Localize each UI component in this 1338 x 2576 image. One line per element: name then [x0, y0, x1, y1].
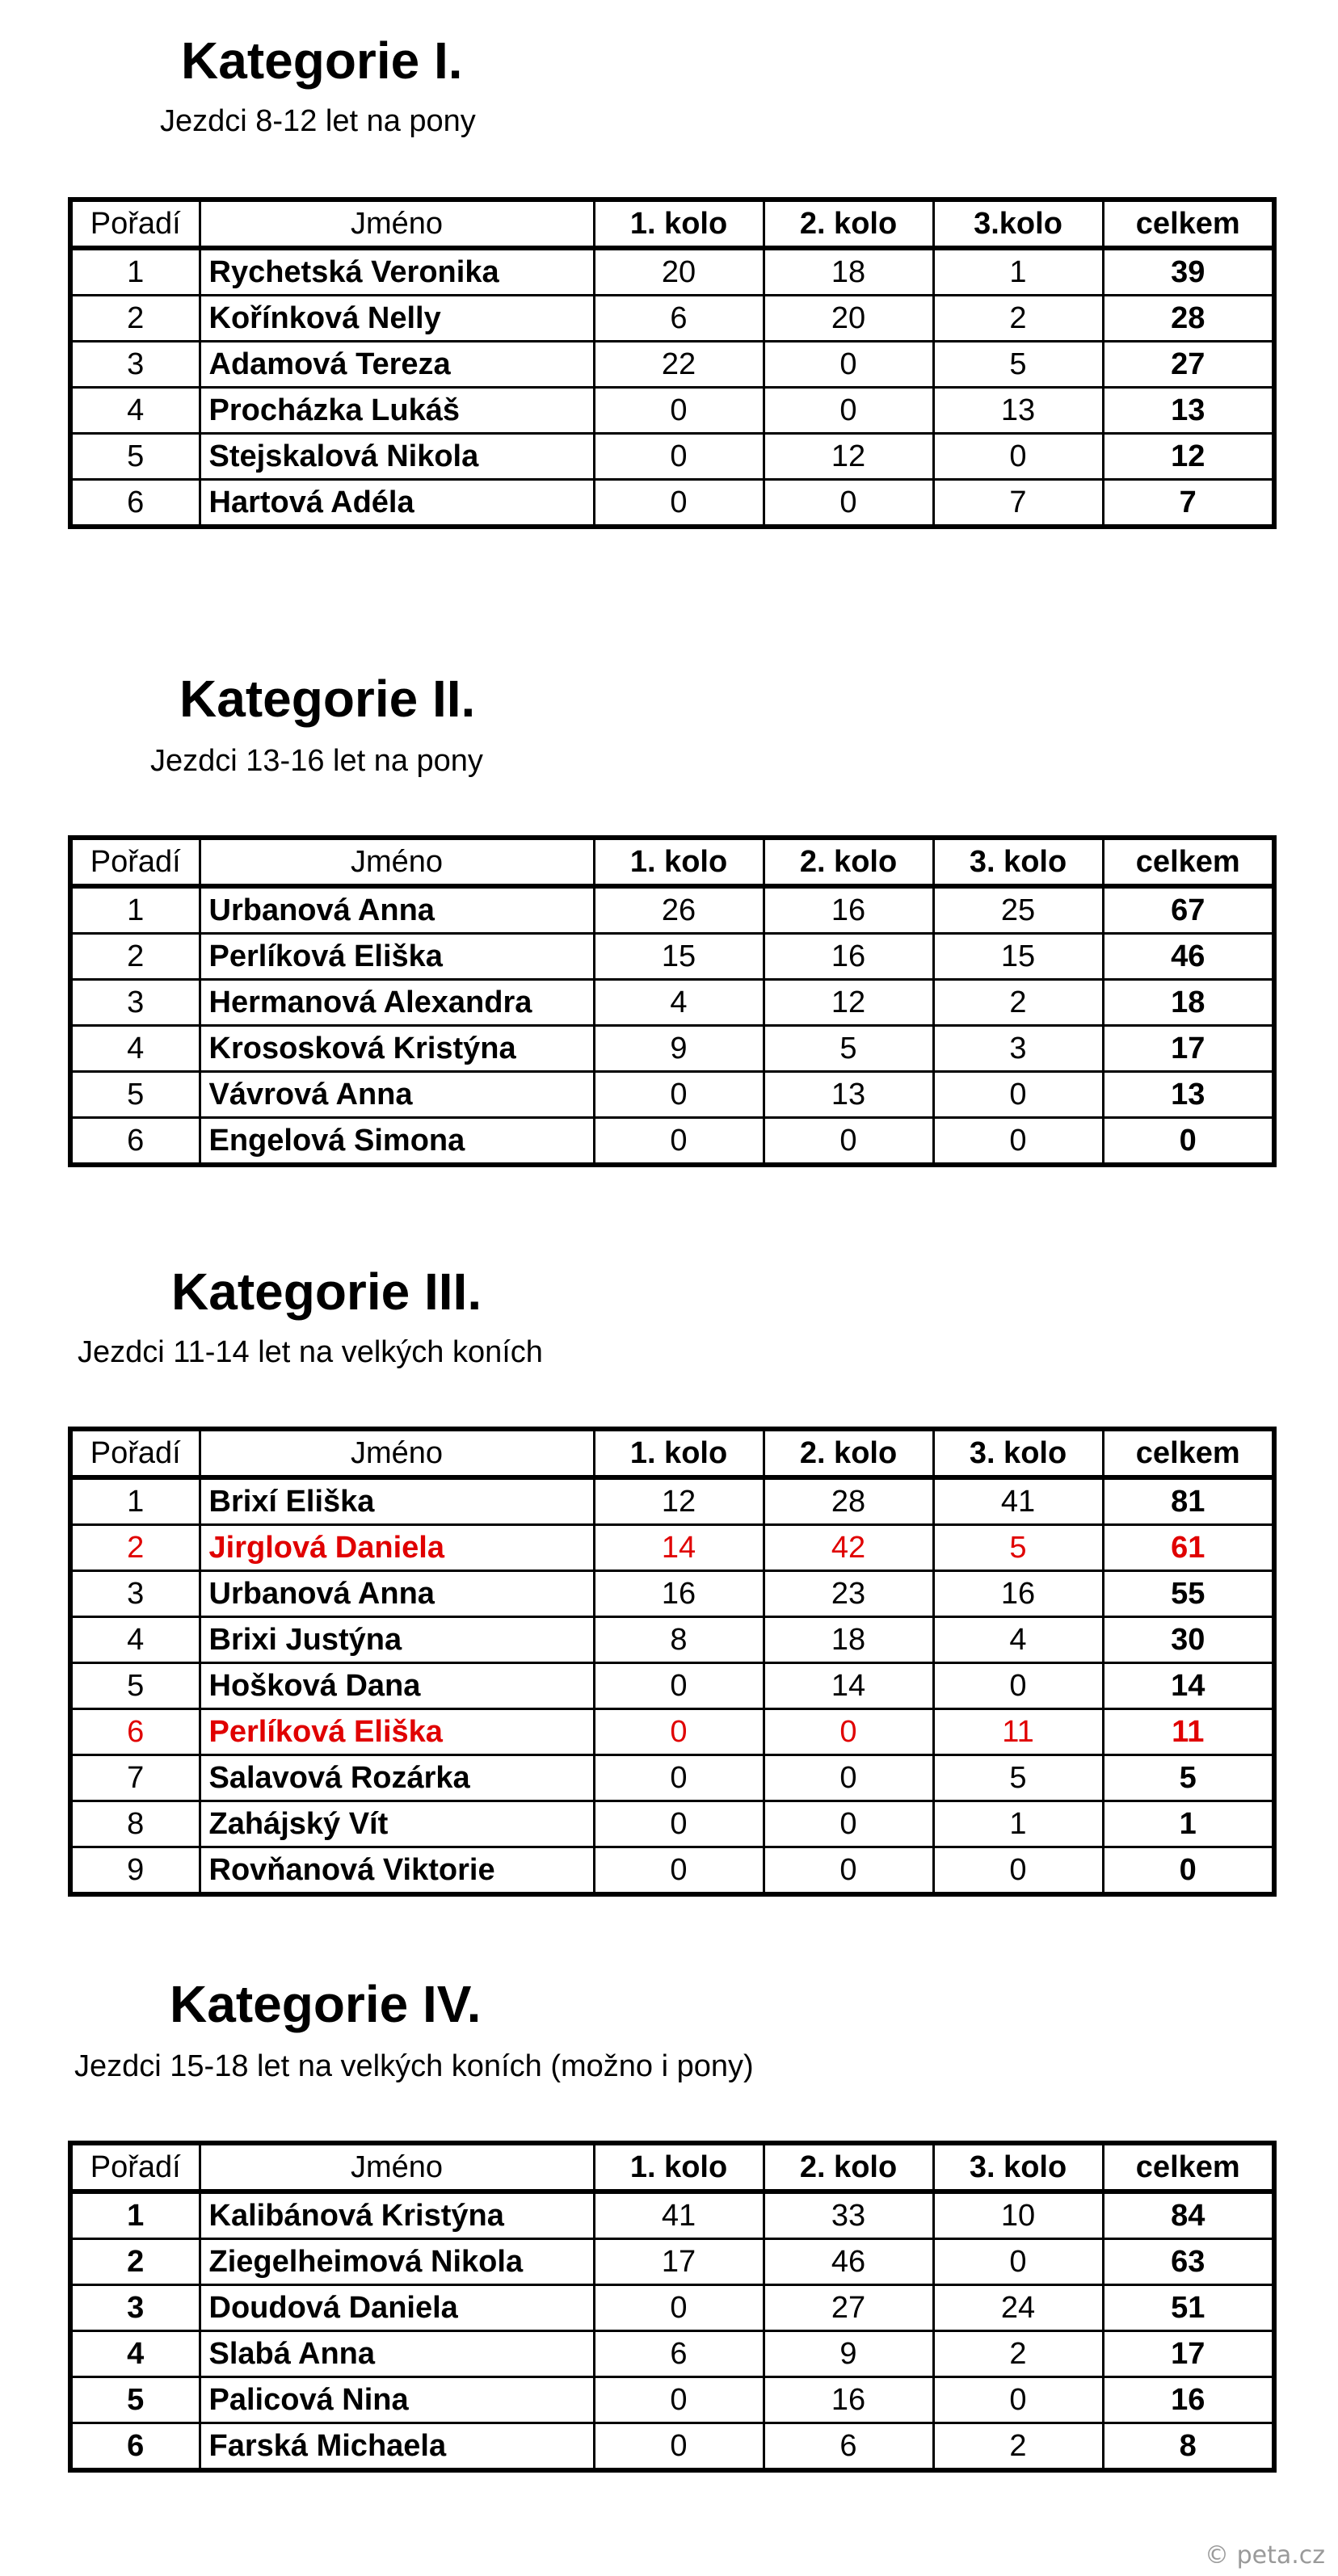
round-3-cell: 4 [933, 1617, 1103, 1663]
total-cell: 84 [1103, 2191, 1274, 2239]
round-3-cell: 2 [933, 2331, 1103, 2377]
rank-cell: 3 [70, 980, 200, 1026]
round-3-cell: 41 [933, 1477, 1103, 1525]
round-2-cell: 16 [764, 934, 933, 980]
rank-cell: 1 [70, 886, 200, 934]
header-name: Jméno [200, 1429, 594, 1477]
name-cell: Krososková Kristýna [200, 1026, 594, 1072]
rank-cell: 6 [70, 1709, 200, 1755]
round-3-cell: 5 [933, 1755, 1103, 1801]
round-2-cell: 0 [764, 388, 933, 434]
round-3-cell: 0 [933, 434, 1103, 480]
round-1-cell: 0 [594, 2423, 764, 2471]
round-2-cell: 0 [764, 1118, 933, 1166]
round-1-cell: 0 [594, 1072, 764, 1118]
rank-cell: 2 [70, 1525, 200, 1571]
round-3-cell: 0 [933, 1663, 1103, 1709]
name-cell: Kalibánová Kristýna [200, 2191, 594, 2239]
round-2-cell: 16 [764, 2377, 933, 2423]
round-1-cell: 26 [594, 886, 764, 934]
header-name: Jméno [200, 200, 594, 248]
total-cell: 7 [1103, 480, 1274, 527]
name-cell: Brixi Justýna [200, 1617, 594, 1663]
name-cell: Hermanová Alexandra [200, 980, 594, 1026]
total-cell: 28 [1103, 296, 1274, 342]
name-cell: Slabá Anna [200, 2331, 594, 2377]
round-1-cell: 0 [594, 1801, 764, 1847]
round-3-cell: 3 [933, 1026, 1103, 1072]
name-cell: Zahájský Vít [200, 1801, 594, 1847]
total-cell: 13 [1103, 388, 1274, 434]
round-3-cell: 0 [933, 1118, 1103, 1166]
name-cell: Hartová Adéla [200, 480, 594, 527]
round-1-cell: 41 [594, 2191, 764, 2239]
round-3-cell: 13 [933, 388, 1103, 434]
name-cell: Doudová Daniela [200, 2285, 594, 2331]
header-total: celkem [1103, 2143, 1274, 2191]
round-3-cell: 16 [933, 1571, 1103, 1617]
total-cell: 81 [1103, 1477, 1274, 1525]
round-1-cell: 0 [594, 388, 764, 434]
rank-cell: 4 [70, 1617, 200, 1663]
category-3-table [68, 1427, 1277, 1897]
round-1-cell: 14 [594, 1525, 764, 1571]
total-cell: 46 [1103, 934, 1274, 980]
round-3-cell: 5 [933, 1525, 1103, 1571]
category-3-title: Kategorie III. [171, 1263, 482, 1321]
round-1-cell: 0 [594, 2285, 764, 2331]
table-row [70, 980, 1274, 1026]
rank-cell: 5 [70, 2377, 200, 2423]
round-1-cell: 4 [594, 980, 764, 1026]
total-cell: 27 [1103, 342, 1274, 388]
header-total: celkem [1103, 838, 1274, 886]
round-3-cell: 0 [933, 1847, 1103, 1895]
round-1-cell: 15 [594, 934, 764, 980]
table-row [70, 342, 1274, 388]
rank-cell: 2 [70, 296, 200, 342]
total-cell: 55 [1103, 1571, 1274, 1617]
name-cell: Urbanová Anna [200, 1571, 594, 1617]
table-row [70, 1571, 1274, 1617]
name-cell: Jirglová Daniela [200, 1525, 594, 1571]
table-row-highlighted [70, 1525, 1274, 1571]
name-cell: Engelová Simona [200, 1118, 594, 1166]
header-rank: Pořadí [70, 2143, 200, 2191]
header-round-3: 3. kolo [933, 838, 1103, 886]
name-cell: Urbanová Anna [200, 886, 594, 934]
round-3-cell: 7 [933, 480, 1103, 527]
total-cell: 8 [1103, 2423, 1274, 2471]
table-row [70, 1663, 1274, 1709]
round-3-cell: 1 [933, 248, 1103, 296]
table-header-row [70, 838, 1274, 886]
total-cell: 12 [1103, 434, 1274, 480]
table-row [70, 296, 1274, 342]
table-header-row [70, 200, 1274, 248]
round-2-cell: 33 [764, 2191, 933, 2239]
total-cell: 11 [1103, 1709, 1274, 1755]
total-cell: 1 [1103, 1801, 1274, 1847]
header-rank: Pořadí [70, 200, 200, 248]
rank-cell: 7 [70, 1755, 200, 1801]
table-row [70, 1477, 1274, 1525]
round-2-cell: 0 [764, 1847, 933, 1895]
name-cell: Salavová Rozárka [200, 1755, 594, 1801]
header-rank: Pořadí [70, 838, 200, 886]
total-cell: 51 [1103, 2285, 1274, 2331]
round-3-cell: 2 [933, 980, 1103, 1026]
category-2-title: Kategorie II. [179, 670, 476, 728]
round-1-cell: 0 [594, 480, 764, 527]
round-1-cell: 9 [594, 1026, 764, 1072]
header-round-3: 3.kolo [933, 200, 1103, 248]
round-2-cell: 27 [764, 2285, 933, 2331]
round-2-cell: 0 [764, 1755, 933, 1801]
rank-cell: 8 [70, 1801, 200, 1847]
round-1-cell: 6 [594, 296, 764, 342]
name-cell: Perlíková Eliška [200, 1709, 594, 1755]
table-row [70, 1847, 1274, 1895]
rank-cell: 3 [70, 342, 200, 388]
header-rank: Pořadí [70, 1429, 200, 1477]
round-1-cell: 6 [594, 2331, 764, 2377]
rank-cell: 5 [70, 1663, 200, 1709]
round-2-cell: 14 [764, 1663, 933, 1709]
table-row [70, 2239, 1274, 2285]
round-3-cell: 5 [933, 342, 1103, 388]
table-row [70, 2331, 1274, 2377]
category-1-title: Kategorie I. [181, 32, 463, 90]
table-row [70, 934, 1274, 980]
table-header-row [70, 1429, 1274, 1477]
round-3-cell: 1 [933, 1801, 1103, 1847]
total-cell: 14 [1103, 1663, 1274, 1709]
name-cell: Farská Michaela [200, 2423, 594, 2471]
round-2-cell: 6 [764, 2423, 933, 2471]
total-cell: 0 [1103, 1118, 1274, 1166]
rank-cell: 4 [70, 1026, 200, 1072]
rank-cell: 5 [70, 434, 200, 480]
total-cell: 5 [1103, 1755, 1274, 1801]
table-row [70, 2285, 1274, 2331]
rank-cell: 1 [70, 1477, 200, 1525]
round-2-cell: 0 [764, 342, 933, 388]
header-round-3: 3. kolo [933, 1429, 1103, 1477]
round-3-cell: 2 [933, 296, 1103, 342]
round-3-cell: 11 [933, 1709, 1103, 1755]
category-4-subtitle: Jezdci 15-18 let na velkých koních (možno i pony) [74, 2049, 754, 2083]
round-1-cell: 0 [594, 1663, 764, 1709]
total-cell: 63 [1103, 2239, 1274, 2285]
table-row [70, 480, 1274, 527]
header-round-1: 1. kolo [594, 838, 764, 886]
round-3-cell: 0 [933, 2377, 1103, 2423]
rank-cell: 9 [70, 1847, 200, 1895]
total-cell: 0 [1103, 1847, 1274, 1895]
round-2-cell: 9 [764, 2331, 933, 2377]
name-cell: Vávrová Anna [200, 1072, 594, 1118]
rank-cell: 6 [70, 480, 200, 527]
total-cell: 61 [1103, 1525, 1274, 1571]
total-cell: 17 [1103, 1026, 1274, 1072]
rank-cell: 6 [70, 1118, 200, 1166]
round-2-cell: 13 [764, 1072, 933, 1118]
total-cell: 39 [1103, 248, 1274, 296]
rank-cell: 1 [70, 2191, 200, 2239]
round-3-cell: 24 [933, 2285, 1103, 2331]
table-row [70, 1617, 1274, 1663]
name-cell: Perlíková Eliška [200, 934, 594, 980]
category-4-title: Kategorie IV. [170, 1975, 482, 2033]
rank-cell: 5 [70, 1072, 200, 1118]
table-row [70, 2423, 1274, 2471]
round-2-cell: 46 [764, 2239, 933, 2285]
name-cell: Adamová Tereza [200, 342, 594, 388]
rank-cell: 6 [70, 2423, 200, 2471]
category-2-subtitle: Jezdci 13-16 let na pony [150, 744, 483, 778]
name-cell: Procházka Lukáš [200, 388, 594, 434]
header-round-2: 2. kolo [764, 1429, 933, 1477]
total-cell: 67 [1103, 886, 1274, 934]
header-round-2: 2. kolo [764, 200, 933, 248]
table-row [70, 2377, 1274, 2423]
total-cell: 13 [1103, 1072, 1274, 1118]
header-name: Jméno [200, 838, 594, 886]
round-1-cell: 0 [594, 2377, 764, 2423]
table-row [70, 1072, 1274, 1118]
header-name: Jméno [200, 2143, 594, 2191]
round-2-cell: 16 [764, 886, 933, 934]
rank-cell: 1 [70, 248, 200, 296]
name-cell: Brixí Eliška [200, 1477, 594, 1525]
round-1-cell: 0 [594, 1847, 764, 1895]
table-row [70, 2191, 1274, 2239]
name-cell: Ziegelheimová Nikola [200, 2239, 594, 2285]
rank-cell: 4 [70, 2331, 200, 2377]
name-cell: Stejskalová Nikola [200, 434, 594, 480]
header-round-2: 2. kolo [764, 2143, 933, 2191]
round-2-cell: 0 [764, 480, 933, 527]
name-cell: Kořínková Nelly [200, 296, 594, 342]
header-round-1: 1. kolo [594, 1429, 764, 1477]
table-row-highlighted [70, 1709, 1274, 1755]
round-3-cell: 0 [933, 1072, 1103, 1118]
round-1-cell: 8 [594, 1617, 764, 1663]
category-4-table [68, 2141, 1277, 2473]
round-2-cell: 18 [764, 1617, 933, 1663]
round-1-cell: 17 [594, 2239, 764, 2285]
header-round-1: 1. kolo [594, 200, 764, 248]
table-row [70, 1801, 1274, 1847]
total-cell: 17 [1103, 2331, 1274, 2377]
header-round-3: 3. kolo [933, 2143, 1103, 2191]
rank-cell: 3 [70, 2285, 200, 2331]
round-2-cell: 0 [764, 1801, 933, 1847]
table-row [70, 434, 1274, 480]
rank-cell: 2 [70, 2239, 200, 2285]
category-3-subtitle: Jezdci 11-14 let na velkých koních [78, 1335, 543, 1369]
round-1-cell: 16 [594, 1571, 764, 1617]
category-1-table [68, 197, 1277, 529]
category-2-table [68, 835, 1277, 1167]
round-1-cell: 0 [594, 1755, 764, 1801]
footer-credit: © peta.cz [1205, 2541, 1325, 2570]
table-row [70, 1118, 1274, 1166]
header-total: celkem [1103, 200, 1274, 248]
name-cell: Hošková Dana [200, 1663, 594, 1709]
round-2-cell: 20 [764, 296, 933, 342]
table-row [70, 886, 1274, 934]
round-1-cell: 0 [594, 1709, 764, 1755]
header-total: celkem [1103, 1429, 1274, 1477]
round-2-cell: 5 [764, 1026, 933, 1072]
round-3-cell: 25 [933, 886, 1103, 934]
round-3-cell: 2 [933, 2423, 1103, 2471]
round-1-cell: 20 [594, 248, 764, 296]
round-2-cell: 18 [764, 248, 933, 296]
table-row [70, 248, 1274, 296]
table-header-row [70, 2143, 1274, 2191]
round-3-cell: 10 [933, 2191, 1103, 2239]
header-round-2: 2. kolo [764, 838, 933, 886]
name-cell: Rychetská Veronika [200, 248, 594, 296]
round-1-cell: 22 [594, 342, 764, 388]
round-1-cell: 12 [594, 1477, 764, 1525]
round-2-cell: 0 [764, 1709, 933, 1755]
round-2-cell: 23 [764, 1571, 933, 1617]
total-cell: 18 [1103, 980, 1274, 1026]
name-cell: Palicová Nina [200, 2377, 594, 2423]
total-cell: 30 [1103, 1617, 1274, 1663]
round-2-cell: 12 [764, 980, 933, 1026]
table-row [70, 388, 1274, 434]
rank-cell: 4 [70, 388, 200, 434]
round-3-cell: 0 [933, 2239, 1103, 2285]
round-2-cell: 42 [764, 1525, 933, 1571]
round-2-cell: 12 [764, 434, 933, 480]
total-cell: 16 [1103, 2377, 1274, 2423]
round-1-cell: 0 [594, 1118, 764, 1166]
rank-cell: 3 [70, 1571, 200, 1617]
round-1-cell: 0 [594, 434, 764, 480]
header-round-1: 1. kolo [594, 2143, 764, 2191]
table-row [70, 1026, 1274, 1072]
name-cell: Rovňanová Viktorie [200, 1847, 594, 1895]
category-1-subtitle: Jezdci 8-12 let na pony [160, 104, 476, 138]
round-2-cell: 28 [764, 1477, 933, 1525]
table-row [70, 1755, 1274, 1801]
round-3-cell: 15 [933, 934, 1103, 980]
rank-cell: 2 [70, 934, 200, 980]
